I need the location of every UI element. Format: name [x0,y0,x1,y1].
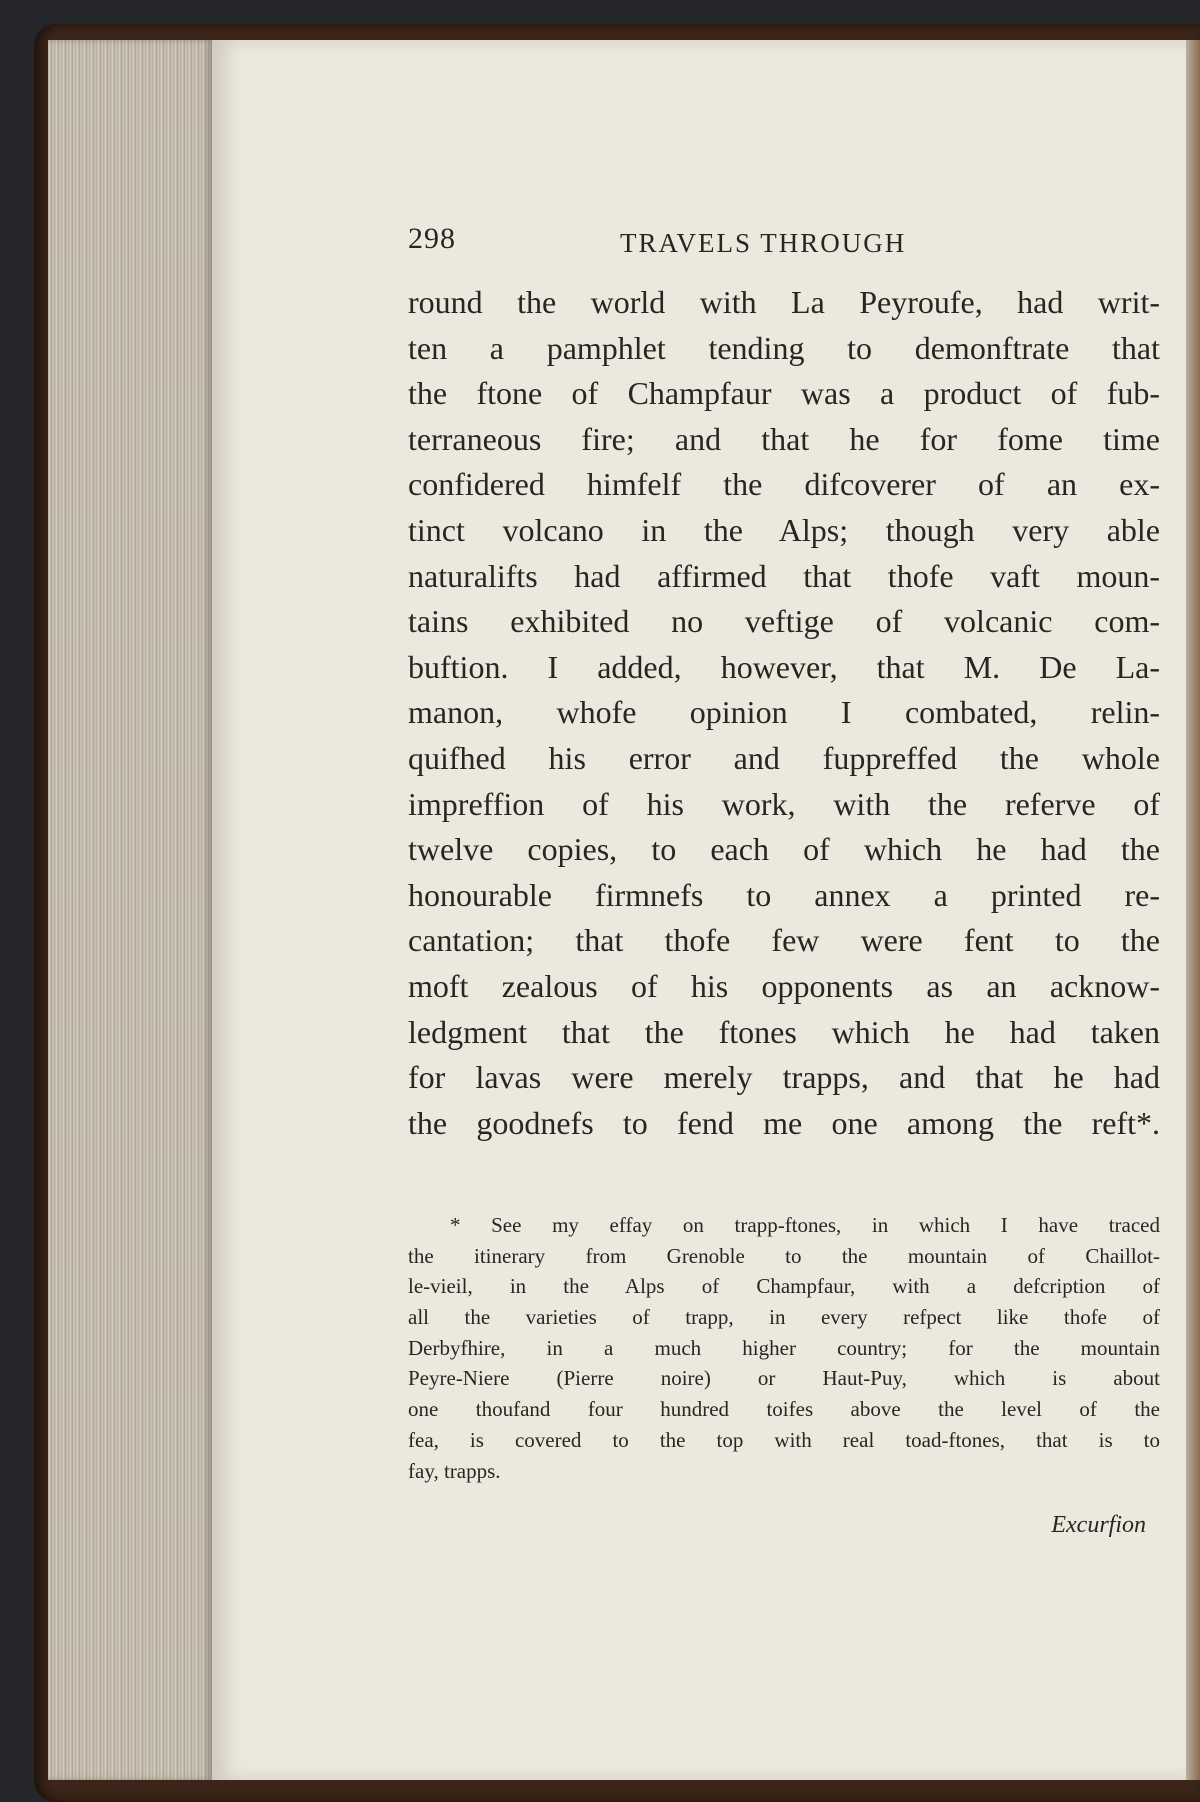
text-line: honourable firmnefs to annex a printed re- [408,876,1160,913]
footnote-line: Peyre-Niere (Pierre noire) or Haut-Puy, which is about [408,1366,1160,1391]
text-line: confidered himfelf the difcoverer of an ex- [408,466,1160,503]
text-line: moft zealous of his opponents as an acknow- [408,967,1160,1004]
text-line: twelve copies, to each of which he had the [408,831,1160,868]
text-line: the goodnefs to fend me one among the reft*. [408,1104,1160,1141]
text-line: for lavas were merely trapps, and that he had [408,1059,1160,1096]
text-line: ten a pamphlet tending to demonftrate that [408,329,1160,366]
text-line: tains exhibited no veftige of volcanic com- [408,603,1160,640]
footnote-line: * See my effay on trapp-ftones, in which I have traced [450,1213,1160,1237]
text-line: tinct volcano in the Alps; though very able [408,511,1160,548]
adjacent-page-edge [1186,40,1200,1780]
footnote-line: fea, is covered to the top with real toad-ftones, that is to [408,1427,1160,1452]
text-line: ledgment that the ftones which he had taken [408,1013,1160,1050]
page-number: 298 [408,222,456,255]
text-line: terraneous fire; and that he for fome time [408,420,1160,457]
footnote [408,1210,1160,1486]
footnote-line: fay, trapps. [408,1458,501,1483]
text-line: quifhed his error and fuppreffed the whole [408,739,1160,776]
footnote-line: one thoufand four hundred toifes above the level of the [408,1397,1160,1422]
footnote-line: le-vieil, in the Alps of Champfaur, with a defcription of [408,1274,1160,1299]
book-page [212,40,1186,1780]
text-line: buftion. I added, however, that M. De La- [408,648,1160,685]
footnote-line: all the varieties of trapp, in every refpect like thofe of [408,1305,1160,1330]
text-line: impreffion of his work, with the referve of [408,785,1160,822]
text-line: round the world with La Peyroufe, had writ- [408,284,1160,320]
body-text [408,280,1160,1146]
text-line: naturalifts had affirmed that thofe vaft moun- [408,557,1160,594]
page-edges [48,40,212,1780]
text-line: the ftone of Champfaur was a product of fub- [408,375,1160,412]
text-line: cantation; that thofe few were fent to the [408,922,1160,959]
text-line: manon, whofe opinion I combated, relin- [408,694,1160,731]
footnote-line: the itinerary from Grenoble to the mountain of Chaillot- [408,1243,1160,1268]
running-head [408,182,1168,258]
footnote-line: Derbyfhire, in a much higher country; for the mountain [408,1335,1160,1360]
running-title: TRAVELS THROUGH [620,228,907,258]
catchword: Excurfion [1051,1512,1146,1538]
